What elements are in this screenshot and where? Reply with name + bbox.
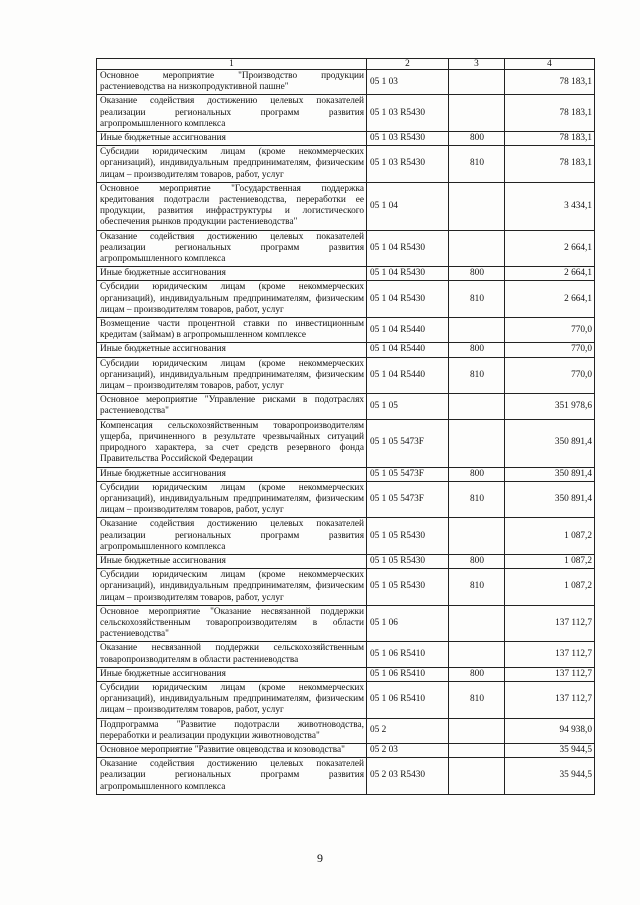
row-code-cell: 05 1 04 R5440 bbox=[367, 343, 449, 357]
row-amount-cell: 78 183,1 bbox=[505, 146, 595, 183]
row-type-cell: 800 bbox=[449, 554, 505, 568]
row-name-cell: Иные бюджетные ассигнования bbox=[97, 467, 367, 481]
row-code-cell: 05 2 bbox=[367, 718, 449, 743]
row-name-cell: Оказание содействия достижению целевых показателей реализации региональных программ развития агропромышленного комплекса bbox=[97, 758, 367, 795]
row-code-cell: 05 1 04 R5430 bbox=[367, 281, 449, 318]
row-type-cell bbox=[449, 70, 505, 95]
row-type-cell bbox=[449, 758, 505, 795]
row-type-cell: 800 bbox=[449, 667, 505, 681]
header-cell-code: 2 bbox=[367, 59, 449, 70]
row-code-cell: 05 1 03 R5430 bbox=[367, 95, 449, 132]
table-row bbox=[97, 481, 595, 518]
row-type-cell bbox=[449, 419, 505, 467]
row-code-cell: 05 1 06 R5410 bbox=[367, 642, 449, 667]
row-type-cell: 800 bbox=[449, 467, 505, 481]
row-code-cell: 05 2 03 R5430 bbox=[367, 758, 449, 795]
row-name-cell: Субсидии юридическим лицам (кроме некоммерческих организаций), индивидуальным предпринимателям, физическим лицам – производителям товаров, работ, услуг bbox=[97, 281, 367, 318]
row-name-cell: Субсидии юридическим лицам (кроме некоммерческих организаций), индивидуальным предпринимателям, физическим лицам – производителям товаров, работ, услуг bbox=[97, 357, 367, 394]
table-row bbox=[97, 95, 595, 132]
row-type-cell bbox=[449, 518, 505, 555]
row-amount-cell: 2 664,1 bbox=[505, 230, 595, 267]
row-name-cell: Иные бюджетные ассигнования bbox=[97, 343, 367, 357]
row-type-cell: 810 bbox=[449, 146, 505, 183]
row-amount-cell: 770,0 bbox=[505, 357, 595, 394]
row-amount-cell: 137 112,7 bbox=[505, 681, 595, 718]
page-number: 9 bbox=[317, 851, 323, 865]
table-row bbox=[97, 70, 595, 95]
row-name-cell: Основное мероприятие "Развитие овцеводства и козоводства" bbox=[97, 743, 367, 757]
row-code-cell: 05 1 06 bbox=[367, 605, 449, 642]
row-name-cell: Основное мероприятие "Производство продукции растениеводства на низкопродуктивной пашне" bbox=[97, 70, 367, 95]
table-row bbox=[97, 743, 595, 757]
table-row bbox=[97, 182, 595, 230]
row-amount-cell: 770,0 bbox=[505, 318, 595, 343]
table-row bbox=[97, 146, 595, 183]
budget-table bbox=[96, 58, 595, 795]
row-amount-cell: 137 112,7 bbox=[505, 642, 595, 667]
table-row bbox=[97, 681, 595, 718]
row-amount-cell: 137 112,7 bbox=[505, 667, 595, 681]
row-name-cell: Возмещение части процентной ставки по инвестиционным кредитам (займам) в агропромышленном комплексе bbox=[97, 318, 367, 343]
row-type-cell: 810 bbox=[449, 357, 505, 394]
row-name-cell: Субсидии юридическим лицам (кроме некоммерческих организаций), индивидуальным предпринимателям, физическим лицам – производителям товаров, работ, услуг bbox=[97, 146, 367, 183]
row-code-cell: 05 1 05 R5430 bbox=[367, 518, 449, 555]
row-amount-cell: 78 183,1 bbox=[505, 70, 595, 95]
row-amount-cell: 1 087,2 bbox=[505, 569, 595, 606]
row-code-cell: 05 1 05 5473F bbox=[367, 467, 449, 481]
row-code-cell: 05 1 05 R5430 bbox=[367, 554, 449, 568]
row-name-cell: Субсидии юридическим лицам (кроме некоммерческих организаций), индивидуальным предпринимателям, физическим лицам – производителям товаров, работ, услуг bbox=[97, 681, 367, 718]
row-amount-cell: 35 944,5 bbox=[505, 743, 595, 757]
row-name-cell: Субсидии юридическим лицам (кроме некоммерческих организаций), индивидуальным предпринимателям, физическим лицам – производителям товаров, работ, услуг bbox=[97, 569, 367, 606]
row-amount-cell: 78 183,1 bbox=[505, 132, 595, 146]
row-name-cell: Компенсация сельскохозяйственным товаропроизводителям ущерба, причиненного в результате чрезвычайных ситуаций природного характера, за счет средств резервного фонда Правительства Российской Федерации bbox=[97, 419, 367, 467]
row-name-cell: Оказание несвязанной поддержки сельскохозяйственным товаропроизводителям в области растениеводства bbox=[97, 642, 367, 667]
row-type-cell bbox=[449, 318, 505, 343]
table-row bbox=[97, 343, 595, 357]
table-row bbox=[97, 394, 595, 419]
row-name-cell: Иные бюджетные ассигнования bbox=[97, 554, 367, 568]
row-code-cell: 05 1 04 R5440 bbox=[367, 357, 449, 394]
table-row bbox=[97, 132, 595, 146]
table-row bbox=[97, 267, 595, 281]
row-type-cell bbox=[449, 718, 505, 743]
row-amount-cell: 3 434,1 bbox=[505, 182, 595, 230]
row-amount-cell: 350 891,4 bbox=[505, 467, 595, 481]
row-code-cell: 05 1 04 R5430 bbox=[367, 267, 449, 281]
table-row bbox=[97, 554, 595, 568]
row-amount-cell: 350 891,4 bbox=[505, 419, 595, 467]
row-code-cell: 05 1 05 5473F bbox=[367, 419, 449, 467]
row-amount-cell: 35 944,5 bbox=[505, 758, 595, 795]
row-type-cell bbox=[449, 182, 505, 230]
row-code-cell: 05 2 03 bbox=[367, 743, 449, 757]
row-type-cell: 800 bbox=[449, 132, 505, 146]
row-code-cell: 05 1 04 R5440 bbox=[367, 318, 449, 343]
table-row bbox=[97, 569, 595, 606]
row-code-cell: 05 1 06 R5410 bbox=[367, 667, 449, 681]
row-name-cell: Подпрограмма "Развитие подотрасли животноводства, переработки и реализации продукции животноводства" bbox=[97, 718, 367, 743]
row-type-cell: 810 bbox=[449, 281, 505, 318]
row-amount-cell: 350 891,4 bbox=[505, 481, 595, 518]
table-row bbox=[97, 718, 595, 743]
row-code-cell: 05 1 05 5473F bbox=[367, 481, 449, 518]
row-code-cell: 05 1 05 R5430 bbox=[367, 569, 449, 606]
row-type-cell bbox=[449, 394, 505, 419]
row-amount-cell: 94 938,0 bbox=[505, 718, 595, 743]
row-name-cell: Основное мероприятие "Оказание несвязанной поддержки сельскохозяйственным товаропроизводителям в области растениеводства" bbox=[97, 605, 367, 642]
table-row bbox=[97, 518, 595, 555]
table-row bbox=[97, 419, 595, 467]
row-type-cell: 800 bbox=[449, 343, 505, 357]
row-code-cell: 05 1 05 bbox=[367, 394, 449, 419]
table-header-row bbox=[97, 59, 595, 70]
row-type-cell bbox=[449, 230, 505, 267]
header-cell-name: 1 bbox=[97, 59, 367, 70]
table-row bbox=[97, 318, 595, 343]
row-code-cell: 05 1 04 bbox=[367, 182, 449, 230]
row-type-cell bbox=[449, 605, 505, 642]
table-row bbox=[97, 605, 595, 642]
row-type-cell: 800 bbox=[449, 267, 505, 281]
table-row bbox=[97, 357, 595, 394]
row-name-cell: Субсидии юридическим лицам (кроме некоммерческих организаций), индивидуальным предпринимателям, физическим лицам – производителям товаров, работ, услуг bbox=[97, 481, 367, 518]
row-name-cell: Основное мероприятие "Государственная поддержка кредитования подотрасли растениеводства, переработки ее продукции, развития инфраструктуры и логистического обеспечения рынков продукции растениеводства" bbox=[97, 182, 367, 230]
row-amount-cell: 2 664,1 bbox=[505, 281, 595, 318]
row-code-cell: 05 1 06 R5410 bbox=[367, 681, 449, 718]
header-cell-type: 3 bbox=[449, 59, 505, 70]
row-amount-cell: 770,0 bbox=[505, 343, 595, 357]
table-row bbox=[97, 667, 595, 681]
row-name-cell: Иные бюджетные ассигнования bbox=[97, 132, 367, 146]
table-row bbox=[97, 467, 595, 481]
row-code-cell: 05 1 03 bbox=[367, 70, 449, 95]
table-row bbox=[97, 758, 595, 795]
row-amount-cell: 137 112,7 bbox=[505, 605, 595, 642]
row-type-cell bbox=[449, 743, 505, 757]
row-amount-cell: 1 087,2 bbox=[505, 554, 595, 568]
row-amount-cell: 78 183,1 bbox=[505, 95, 595, 132]
row-type-cell bbox=[449, 642, 505, 667]
row-name-cell: Иные бюджетные ассигнования bbox=[97, 267, 367, 281]
table-row bbox=[97, 230, 595, 267]
table-row bbox=[97, 642, 595, 667]
row-type-cell: 810 bbox=[449, 569, 505, 606]
row-amount-cell: 2 664,1 bbox=[505, 267, 595, 281]
row-name-cell: Основное мероприятие "Управление рисками в подотраслях растениеводства" bbox=[97, 394, 367, 419]
row-type-cell: 810 bbox=[449, 481, 505, 518]
row-code-cell: 05 1 03 R5430 bbox=[367, 146, 449, 183]
row-code-cell: 05 1 03 R5430 bbox=[367, 132, 449, 146]
row-name-cell: Оказание содействия достижению целевых показателей реализации региональных программ развития агропромышленного комплекса bbox=[97, 230, 367, 267]
row-type-cell bbox=[449, 95, 505, 132]
row-amount-cell: 351 978,6 bbox=[505, 394, 595, 419]
budget-table-body bbox=[97, 59, 595, 795]
row-name-cell: Иные бюджетные ассигнования bbox=[97, 667, 367, 681]
row-name-cell: Оказание содействия достижению целевых показателей реализации региональных программ развития агропромышленного комплекса bbox=[97, 518, 367, 555]
row-name-cell: Оказание содействия достижению целевых показателей реализации региональных программ развития агропромышленного комплекса bbox=[97, 95, 367, 132]
row-amount-cell: 1 087,2 bbox=[505, 518, 595, 555]
table-row bbox=[97, 281, 595, 318]
row-code-cell: 05 1 04 R5430 bbox=[367, 230, 449, 267]
row-type-cell: 810 bbox=[449, 681, 505, 718]
header-cell-amount: 4 bbox=[505, 59, 595, 70]
